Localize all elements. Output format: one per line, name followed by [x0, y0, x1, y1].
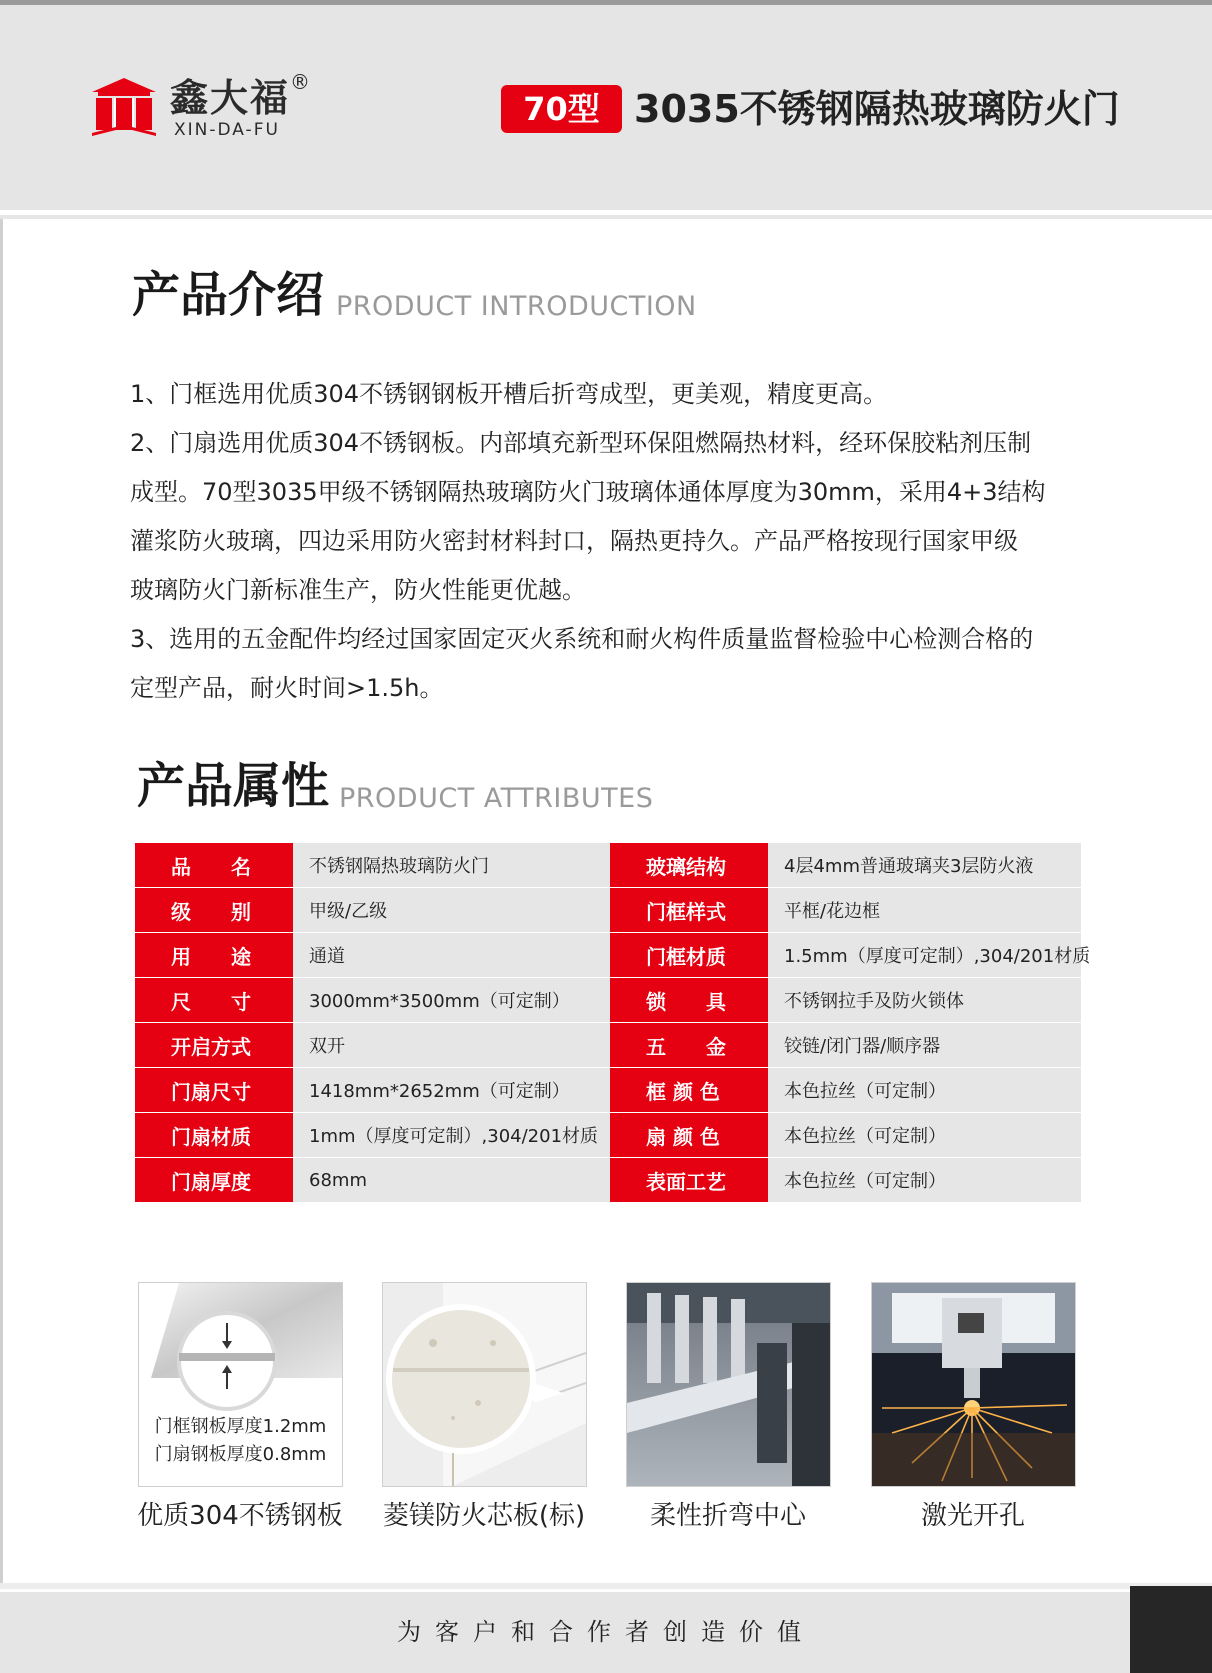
attribute-key: 级 别 — [135, 888, 293, 933]
attribute-row — [135, 1113, 1081, 1158]
attribute-key: 框 颜 色 — [610, 1068, 768, 1113]
attribute-value: 1418mm*2652mm（可定制） — [293, 1068, 610, 1113]
intro-line: 玻璃防火门新标准生产，防火性能更优越。 — [130, 576, 586, 604]
attribute-row — [135, 1158, 1081, 1203]
attribute-key: 门扇材质 — [135, 1113, 293, 1158]
attribute-value: 平框/花边框 — [768, 888, 1081, 933]
attribute-value: 4层4mm普通玻璃夹3层防火液 — [768, 843, 1081, 888]
attribute-key: 扇 颜 色 — [610, 1113, 768, 1158]
intro-line: 1、门框选用优质304不锈钢钢板开槽后折弯成型，更美观，精度更高。 — [130, 380, 888, 408]
attribute-value: 本色拉丝（可定制） — [768, 1068, 1081, 1113]
attribute-value: 3000mm*3500mm（可定制） — [293, 978, 610, 1023]
feature-label-steel: 优质304不锈钢板 — [137, 1501, 343, 1531]
attribute-value: 68mm — [293, 1158, 610, 1203]
attribute-key: 门框材质 — [610, 933, 768, 978]
attribute-value: 不锈钢隔热玻璃防火门 — [293, 843, 610, 888]
attribute-key: 开启方式 — [135, 1023, 293, 1068]
model-badge: 70型 — [501, 85, 622, 133]
attribute-key: 五 金 — [610, 1023, 768, 1068]
header-rule — [0, 215, 1212, 219]
attribute-key: 门扇尺寸 — [135, 1068, 293, 1113]
brand-logo — [92, 70, 322, 144]
attribute-value: 甲级/乙级 — [293, 888, 610, 933]
attribute-row — [135, 1068, 1081, 1113]
feature-caption-leaf: 门扇钢板厚度0.8mm — [154, 1444, 327, 1465]
attribute-row — [135, 933, 1081, 978]
bending-machine-illustration — [627, 1283, 830, 1486]
attribute-key: 表面工艺 — [610, 1158, 768, 1203]
attribute-row — [135, 1023, 1081, 1068]
attribute-value: 通道 — [293, 933, 610, 978]
registered-mark: ® — [290, 70, 310, 94]
attribute-key: 门框样式 — [610, 888, 768, 933]
attribute-value: 1mm（厚度可定制）,304/201材质 — [293, 1113, 610, 1158]
intro-line: 灌浆防火玻璃，四边采用防火密封材料封口，隔热更持久。产品严格按现行国家甲级 — [130, 527, 1018, 555]
attribute-value: 铰链/闭门器/顺序器 — [768, 1023, 1081, 1068]
feature-core-board-image — [382, 1282, 587, 1487]
intro-title-en: PRODUCT INTRODUCTION — [336, 291, 697, 322]
intro-line: 成型。70型3035甲级不锈钢隔热玻璃防火门玻璃体通体厚度为30mm，采用4+3结构 — [130, 478, 1046, 506]
attributes-title-en: PRODUCT ATTRIBUTES — [339, 783, 654, 814]
attributes-title: 产品属性 — [137, 758, 330, 814]
attribute-key: 锁 具 — [610, 978, 768, 1023]
attribute-row — [135, 888, 1081, 933]
feature-steel-plate-image — [138, 1282, 343, 1487]
left-border — [0, 219, 3, 1589]
intro-line: 3、选用的五金配件均经过国家固定灭火系统和耐火构件质量监督检验中心检测合格的 — [130, 625, 1034, 653]
feature-laser-image — [871, 1282, 1076, 1487]
attribute-key: 用 途 — [135, 933, 293, 978]
attribute-value: 1.5mm（厚度可定制）,304/201材质 — [768, 933, 1081, 978]
logo-icon — [92, 78, 156, 136]
laser-cutting-illustration — [872, 1283, 1075, 1486]
attribute-value: 本色拉丝（可定制） — [768, 1113, 1081, 1158]
attribute-row — [135, 978, 1081, 1023]
core-board-illustration — [383, 1283, 586, 1486]
feature-label-laser: 激光开孔 — [920, 1501, 1025, 1531]
brand-name-cn: 鑫大福 — [170, 76, 291, 120]
intro-text — [130, 370, 1120, 713]
attribute-value: 双开 — [293, 1023, 610, 1068]
intro-line: 定型产品，耐火时间>1.5h。 — [130, 674, 444, 702]
attribute-value: 本色拉丝（可定制） — [768, 1158, 1081, 1203]
attribute-value: 不锈钢拉手及防火锁体 — [768, 978, 1081, 1023]
intro-line: 2、门扇选用优质304不锈钢板。内部填充新型环保阻燃隔热材料，经环保胶粘剂压制 — [130, 429, 1032, 457]
feature-label-bending: 柔性折弯中心 — [649, 1501, 806, 1531]
feature-label-core: 菱镁防火芯板(标) — [382, 1501, 586, 1531]
attribute-row — [135, 843, 1081, 888]
intro-title: 产品介绍 — [132, 267, 325, 323]
attribute-key: 玻璃结构 — [610, 843, 768, 888]
attributes-table — [135, 843, 1091, 1203]
feature-caption-frame: 门框钢板厚度1.2mm — [154, 1416, 327, 1437]
footer-slogan: 为客户和合作者创造价值 — [397, 1618, 815, 1646]
footer-rule — [0, 1583, 1212, 1589]
product-title: 3035不锈钢隔热玻璃防火门 — [634, 87, 1120, 131]
attribute-key: 门扇厚度 — [135, 1158, 293, 1203]
feature-bending-center-image — [626, 1282, 831, 1487]
brand-name-en: XIN-DA-FU — [174, 120, 280, 140]
attribute-key: 尺 寸 — [135, 978, 293, 1023]
attribute-key: 品 名 — [135, 843, 293, 888]
